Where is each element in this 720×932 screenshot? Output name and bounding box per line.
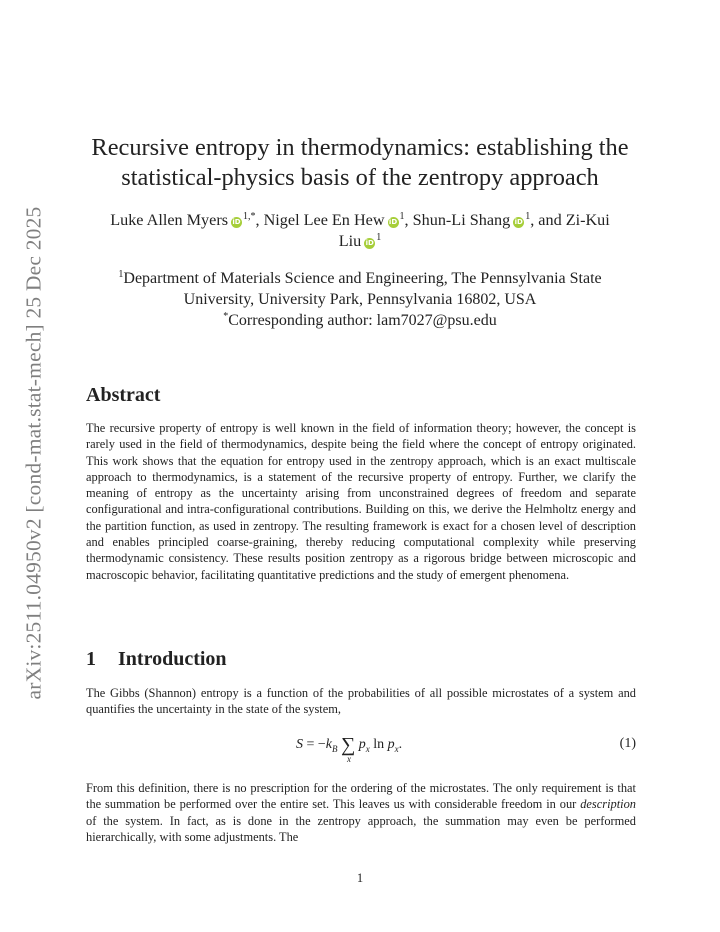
arxiv-stamp [8,0,60,932]
title-line-1: Recursive entropy in thermodynamics: establishing the [91,134,629,161]
intro-paragraph-1: The Gibbs (Shannon) entropy is a function of the probabilities of all possible microstates of a system and quantifies the uncertainty in the state of the system, [86,686,636,717]
author-affil-sup: 1 [525,211,531,222]
affiliation-sup: 1 [118,269,124,280]
corresponding-author: *Corresponding author: lam7027@psu.edu [223,311,497,329]
author-name: , Nigel Lee En Hew [255,211,385,229]
author-name: , Shun-Li Shang [404,211,511,229]
author-name: Luke Allen Myers [110,211,229,229]
corresponding-sup: * [223,311,229,322]
author-list [80,210,640,252]
orcid-icon[interactable]: iD [388,218,398,226]
emphasis-description: description [580,797,636,812]
authors-line-1 [80,210,640,231]
abstract-text: The recursive property of entropy is well known in the field of information theory; however, the concept is rarely used in the field of thermodynamics, despite being the field where the concept of entropy originated. This work shows that the equation for entropy used in the zentropy approach, which is an exact multiscale approach to thermodynamics, is a statement of the recursive property of entropy. Further, we clarify the meaning of entropy as the uncertainty arising from unconstrained degrees of freedom and separate configurational and intra-configurational contributions. Building on this, we derive the Helmholtz energy and the partition function, as used in zentropy. The resulting framework is exact for a chosen level of description and enables principled coarse-graining, thereby reducing computational complexity while preserving thermodynamic consistency. These results position zentropy as a rigorous bridge between microscopic and macroscopic behavior, facilitating quantitative predictions and the study of emergent phenomena. [86,421,636,582]
page-number: 1 [356,871,364,885]
orcid-icon[interactable]: iD [514,218,523,226]
affiliation-line-1: $^1$Department of Materials Science and Engineering, The Pennsylvania State [118,269,602,287]
arxiv-identifier: arXiv:2511.04950v2 [cond-mat.stat-mech] 25 Dec 2025 [21,206,46,700]
paper-title [70,133,650,193]
orcid-icon[interactable]: iD [232,218,241,226]
abstract-heading: Abstract [86,384,161,406]
author-name: Liu [338,232,362,250]
title-line-2: statistical-physics basis of the zentropy approach [121,164,599,191]
author-name: , and Zi-Kui [530,211,610,229]
equation-number: (1) [619,736,636,751]
section-title: Introduction [118,648,227,670]
author-affil-sup: 1,* [243,211,256,222]
author-affil-sup: 1 [376,232,382,243]
affiliation-line-2: University, University Park, Pennsylvania 16802, USA [183,291,537,308]
entropy-formula: $S = -k_B$ ∑ x $p_x$ $\ln p_x$. [296,734,403,764]
equation-1 [86,734,636,766]
orcid-icon[interactable]: iD [365,239,374,247]
affiliation-block [80,268,640,331]
section-number: 1 [86,648,96,670]
intro-paragraph-2: From this definition, there is no prescription for the ordering of the microstates. The only requirement is that the summation be performed over the entire set. This leaves us with considerable freedom in our description of the system. In fact, as is done in the zentropy approach, the summation may even be performed hierarchically, with some adjustments. The [86,781,636,844]
author-affil-sup: 1 [399,211,405,222]
section-heading-introduction [86,648,227,671]
authors-line-2 [80,231,640,252]
